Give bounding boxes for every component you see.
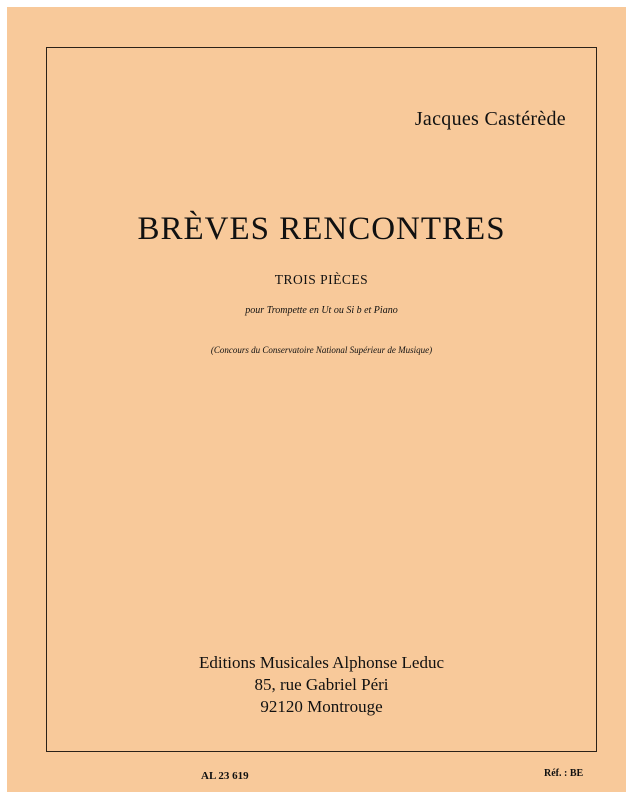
instrumentation: pour Trompette en Ut ou Si b et Piano [245, 305, 398, 316]
publisher-street: 85, rue Gabriel Péri [254, 675, 389, 694]
reference-code: Réf. : BE [544, 768, 584, 779]
cover-frame [46, 47, 597, 752]
publisher-block [47, 652, 596, 718]
competition-note: (Concours du Conservatoire National Supérieur de Musique) [210, 345, 433, 355]
composer-name: Jacques Castérède [414, 108, 566, 130]
work-subtitle: TROIS PIÈCES [274, 272, 369, 287]
publisher-name: Editions Musicales Alphonse Leduc [198, 653, 445, 672]
catalog-number: AL 23 619 [201, 770, 249, 782]
publisher-city: 92120 Montrouge [260, 697, 383, 716]
score-cover [7, 7, 626, 792]
work-title: BRÈVES RENCONTRES [137, 211, 506, 247]
